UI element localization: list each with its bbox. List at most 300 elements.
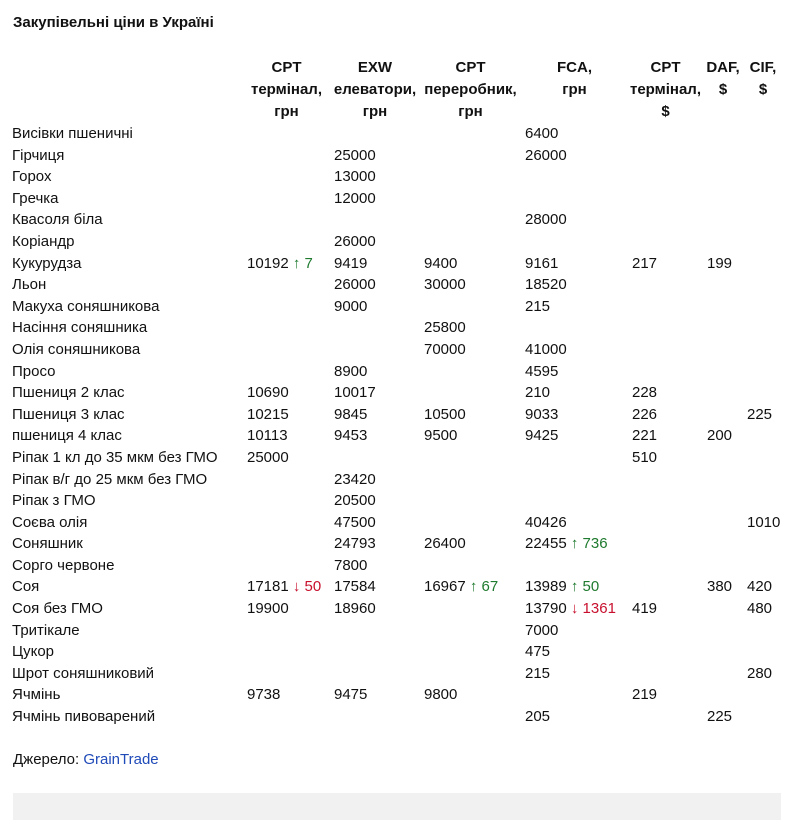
price-value: 9000 (334, 297, 368, 315)
price-value: 26000 (334, 232, 376, 250)
price-value: 200 (707, 427, 733, 445)
price-value: 13000 (334, 168, 376, 186)
price-cell (744, 641, 784, 663)
price-cell (421, 188, 522, 210)
price-value: 510 (632, 448, 658, 466)
price-cell (522, 404, 629, 426)
price-cell (421, 641, 522, 663)
price-cell (522, 641, 629, 663)
price-value: 9500 (424, 427, 458, 445)
price-cell (629, 620, 704, 642)
price-cell (704, 533, 744, 555)
table-row (9, 533, 784, 555)
table-row (9, 253, 784, 275)
price-value: 419 (632, 600, 658, 618)
price-cell (704, 706, 744, 728)
table-row (9, 382, 784, 404)
price-cell (421, 339, 522, 361)
price-cell (522, 339, 629, 361)
price-value: 221 (632, 427, 658, 445)
footer-bar (13, 793, 781, 820)
price-cell (522, 209, 629, 231)
table-header-row (9, 57, 784, 123)
price-cell (244, 598, 331, 620)
price-cell (331, 576, 421, 598)
price-cell (244, 361, 331, 383)
price-cell (331, 361, 421, 383)
price-cell (244, 663, 331, 685)
price-cell (244, 620, 331, 642)
column-header-line: елеватори, (333, 81, 417, 98)
column-header-line: CPT (650, 59, 681, 76)
table-row (9, 231, 784, 253)
price-value: 228 (632, 384, 658, 402)
price-cell (421, 706, 522, 728)
column-header-line: термінал, (250, 81, 322, 98)
price-cell (421, 598, 522, 620)
column-header (244, 57, 331, 123)
price-cell (629, 598, 704, 620)
price-cell (421, 490, 522, 512)
price-cell (629, 490, 704, 512)
price-value: 9161 (525, 254, 559, 272)
column-header (331, 57, 421, 123)
price-cell (522, 145, 629, 167)
product-name: пшениця 4 клас (12, 427, 122, 445)
price-cell (744, 145, 784, 167)
price-value: 25000 (247, 448, 289, 466)
price-cell (744, 555, 784, 577)
price-cell (704, 404, 744, 426)
price-cell (421, 425, 522, 447)
price-cell (331, 231, 421, 253)
price-cell (244, 188, 331, 210)
price-cell (331, 641, 421, 663)
product-name: Ячмінь пивоварений (12, 708, 156, 726)
price-cell (421, 253, 522, 275)
price-cell (744, 490, 784, 512)
price-cell (744, 209, 784, 231)
price-cell (629, 447, 704, 469)
price-cell (522, 253, 629, 275)
price-cell (629, 533, 704, 555)
price-cell (421, 317, 522, 339)
price-cell (244, 209, 331, 231)
price-cell (421, 382, 522, 404)
price-cell (522, 382, 629, 404)
price-cell (331, 490, 421, 512)
price-cell (704, 425, 744, 447)
product-name: Ячмінь (12, 686, 61, 704)
price-cell (629, 512, 704, 534)
price-cell (704, 166, 744, 188)
product-name: Просо (12, 362, 56, 380)
price-value: 26000 (525, 146, 567, 164)
table-row (9, 188, 784, 210)
price-cell (244, 684, 331, 706)
price-value: 9845 (334, 405, 368, 423)
table-row (9, 296, 784, 318)
product-name: Кукурудза (12, 254, 82, 272)
price-cell (704, 490, 744, 512)
table-row (9, 469, 784, 491)
price-cell (331, 663, 421, 685)
product-name: Горох (12, 168, 52, 186)
table-row (9, 274, 784, 296)
product-name: Соєва олія (12, 513, 88, 531)
price-value: 205 (525, 708, 551, 726)
product-name: Сорго червоне (12, 556, 115, 574)
price-cell (421, 663, 522, 685)
price-cell (522, 663, 629, 685)
table-row (9, 145, 784, 167)
price-cell (744, 684, 784, 706)
price-cell (331, 339, 421, 361)
price-value: 13790 (525, 600, 567, 618)
price-cell (421, 684, 522, 706)
price-cell (421, 620, 522, 642)
price-value: 28000 (525, 211, 567, 229)
price-cell (421, 576, 522, 598)
price-cell (629, 209, 704, 231)
price-value: 18960 (334, 600, 376, 618)
price-cell (522, 425, 629, 447)
price-cell (744, 533, 784, 555)
price-cell (421, 447, 522, 469)
price-cell (421, 274, 522, 296)
price-cell (522, 620, 629, 642)
price-cell (331, 555, 421, 577)
price-cell (744, 512, 784, 534)
column-header-line: CIF, (749, 59, 777, 76)
price-cell (629, 361, 704, 383)
price-table (9, 57, 784, 728)
price-cell (331, 706, 421, 728)
price-cell (629, 706, 704, 728)
price-cell (522, 296, 629, 318)
price-cell (629, 576, 704, 598)
price-cell (744, 576, 784, 598)
price-cell (744, 663, 784, 685)
price-cell (244, 382, 331, 404)
price-cell (244, 404, 331, 426)
column-header (744, 57, 784, 123)
price-cell (629, 404, 704, 426)
price-cell (744, 469, 784, 491)
column-header (629, 57, 704, 123)
column-header-line: EXW (357, 59, 393, 76)
price-value: 420 (747, 578, 773, 596)
price-change-up: ↑ 50 (570, 578, 600, 596)
price-cell (244, 490, 331, 512)
price-value: 9738 (247, 686, 281, 704)
price-cell (522, 166, 629, 188)
table-row (9, 512, 784, 534)
column-header-line: FCA, (557, 59, 592, 76)
price-cell (244, 339, 331, 361)
price-cell (331, 684, 421, 706)
product-name: Соя без ГМО (12, 600, 103, 618)
price-cell (522, 447, 629, 469)
price-cell (744, 317, 784, 339)
table-row (9, 361, 784, 383)
price-value: 12000 (334, 189, 376, 207)
page-title: Закупівельні ціни в Україні (13, 14, 214, 31)
product-name: Тритікале (12, 621, 80, 639)
price-value: 22455 (525, 535, 567, 553)
price-cell (629, 641, 704, 663)
price-value: 219 (632, 686, 658, 704)
table-row (9, 404, 784, 426)
price-cell (331, 598, 421, 620)
price-cell (629, 425, 704, 447)
source-label: Джерело: (13, 751, 80, 768)
table-row (9, 317, 784, 339)
column-header-line: грн (458, 103, 483, 120)
price-cell (421, 123, 522, 145)
price-cell (331, 469, 421, 491)
price-cell (704, 663, 744, 685)
table-row (9, 598, 784, 620)
price-value: 1010 (747, 513, 781, 531)
table-row (9, 641, 784, 663)
price-cell (744, 620, 784, 642)
price-value: 25000 (334, 146, 376, 164)
price-value: 215 (525, 664, 551, 682)
product-name: Пшениця 3 клас (12, 405, 125, 423)
price-cell (244, 166, 331, 188)
price-cell (704, 447, 744, 469)
price-cell (704, 317, 744, 339)
price-value: 17584 (334, 578, 376, 596)
column-header-line: $ (718, 81, 728, 98)
price-cell (629, 231, 704, 253)
price-value: 16967 (424, 578, 466, 596)
price-cell (522, 576, 629, 598)
price-cell (522, 231, 629, 253)
product-name: Ріпак в/г до 25 мкм без ГМО (12, 470, 208, 488)
table-row (9, 663, 784, 685)
price-cell (331, 620, 421, 642)
price-cell (244, 706, 331, 728)
price-cell (744, 166, 784, 188)
price-cell (744, 382, 784, 404)
price-value: 30000 (424, 276, 466, 294)
price-cell (704, 274, 744, 296)
product-name: Гречка (12, 189, 59, 207)
price-value: 210 (525, 384, 551, 402)
price-value: 70000 (424, 340, 466, 358)
price-value: 41000 (525, 340, 567, 358)
table-row (9, 123, 784, 145)
price-cell (244, 576, 331, 598)
price-cell (421, 361, 522, 383)
price-value: 7800 (334, 556, 368, 574)
price-cell (421, 231, 522, 253)
price-cell (522, 512, 629, 534)
table-row (9, 576, 784, 598)
price-cell (629, 555, 704, 577)
price-value: 10690 (247, 384, 289, 402)
price-cell (522, 555, 629, 577)
product-name: Насіння соняшника (12, 319, 148, 337)
price-value: 226 (632, 405, 658, 423)
price-cell (331, 382, 421, 404)
column-header (704, 57, 744, 123)
price-cell (744, 425, 784, 447)
price-cell (331, 166, 421, 188)
price-value: 280 (747, 664, 773, 682)
column-header (522, 57, 629, 123)
product-name: Ріпак з ГМО (12, 492, 96, 510)
price-cell (244, 641, 331, 663)
source-line (13, 751, 159, 768)
price-value: 225 (707, 708, 733, 726)
price-cell (244, 253, 331, 275)
price-value: 475 (525, 643, 551, 661)
price-value: 7000 (525, 621, 559, 639)
price-cell (704, 123, 744, 145)
column-header-line: $ (661, 103, 670, 120)
price-cell (744, 231, 784, 253)
price-cell (331, 209, 421, 231)
price-cell (704, 361, 744, 383)
price-cell (331, 253, 421, 275)
price-value: 10215 (247, 405, 289, 423)
price-cell (629, 166, 704, 188)
price-value: 9425 (525, 427, 559, 445)
product-name: Макуха соняшникова (12, 297, 160, 315)
price-cell (421, 555, 522, 577)
price-value: 20500 (334, 492, 376, 510)
price-cell (331, 404, 421, 426)
price-cell (704, 339, 744, 361)
price-value: 215 (525, 297, 551, 315)
table-row (9, 425, 784, 447)
column-header-line: DAF, (706, 59, 740, 76)
price-cell (244, 274, 331, 296)
product-name: Соя (12, 578, 40, 596)
price-value: 17181 (247, 578, 289, 596)
price-change-up: ↑ 67 (469, 578, 499, 596)
price-cell (421, 166, 522, 188)
source-link[interactable]: GrainTrade (83, 751, 159, 768)
price-value: 18520 (525, 276, 567, 294)
price-value: 8900 (334, 362, 368, 380)
table-row (9, 166, 784, 188)
column-header-line: $ (758, 81, 768, 98)
price-value: 26000 (334, 276, 376, 294)
price-cell (331, 145, 421, 167)
price-cell (704, 641, 744, 663)
price-cell (629, 469, 704, 491)
product-name: Пшениця 2 клас (12, 384, 125, 402)
price-cell (704, 598, 744, 620)
table-row (9, 447, 784, 469)
price-value: 24793 (334, 535, 376, 553)
price-cell (704, 209, 744, 231)
price-cell (331, 447, 421, 469)
price-cell (421, 533, 522, 555)
price-cell (744, 253, 784, 275)
price-value: 9400 (424, 254, 458, 272)
price-change-up: ↑ 7 (292, 254, 313, 272)
price-cell (744, 598, 784, 620)
price-cell (704, 145, 744, 167)
product-name: Гірчиця (12, 146, 65, 164)
price-cell (522, 533, 629, 555)
price-cell (421, 404, 522, 426)
column-header-line: переробник, (424, 81, 517, 98)
price-cell (629, 274, 704, 296)
price-cell (244, 123, 331, 145)
column-header-line: грн (362, 103, 388, 120)
price-cell (522, 490, 629, 512)
price-cell (244, 231, 331, 253)
table-row (9, 684, 784, 706)
price-cell (704, 555, 744, 577)
price-value: 6400 (525, 125, 559, 142)
price-cell (744, 404, 784, 426)
price-value: 26400 (424, 535, 466, 553)
price-cell (744, 361, 784, 383)
price-cell (331, 188, 421, 210)
price-value: 480 (747, 600, 773, 618)
product-name: Висівки пшеничні (12, 125, 133, 142)
price-cell (522, 317, 629, 339)
price-cell (244, 555, 331, 577)
price-value: 9453 (334, 427, 368, 445)
price-value: 13989 (525, 578, 567, 596)
price-cell (704, 469, 744, 491)
price-cell (522, 123, 629, 145)
price-value: 380 (707, 578, 733, 596)
product-name: Соняшник (12, 535, 83, 553)
price-cell (744, 339, 784, 361)
column-header-line: грн (562, 81, 587, 98)
table-row (9, 490, 784, 512)
price-value: 199 (707, 254, 733, 272)
price-cell (244, 533, 331, 555)
price-cell (331, 274, 421, 296)
column-header-line: CPT (455, 59, 486, 76)
product-name: Ріпак 1 кл до 35 мкм без ГМО (12, 448, 218, 466)
price-cell (629, 339, 704, 361)
price-cell (331, 296, 421, 318)
table-row (9, 706, 784, 728)
price-cell (629, 123, 704, 145)
column-header (421, 57, 522, 123)
price-cell (522, 188, 629, 210)
product-name: Олія соняшникова (12, 340, 141, 358)
price-cell (421, 296, 522, 318)
column-header-line: грн (274, 103, 299, 120)
price-value: 9800 (424, 686, 458, 704)
price-value: 9419 (334, 254, 368, 272)
price-cell (704, 253, 744, 275)
price-cell (522, 706, 629, 728)
price-cell (331, 123, 421, 145)
price-change-down: ↓ 50 (292, 578, 322, 596)
price-cell (744, 296, 784, 318)
price-cell (629, 382, 704, 404)
price-cell (629, 296, 704, 318)
price-value: 25800 (424, 319, 466, 337)
column-header-line: CPT (271, 59, 302, 76)
price-value: 10017 (334, 384, 376, 402)
price-cell (522, 361, 629, 383)
price-value: 40426 (525, 513, 567, 531)
